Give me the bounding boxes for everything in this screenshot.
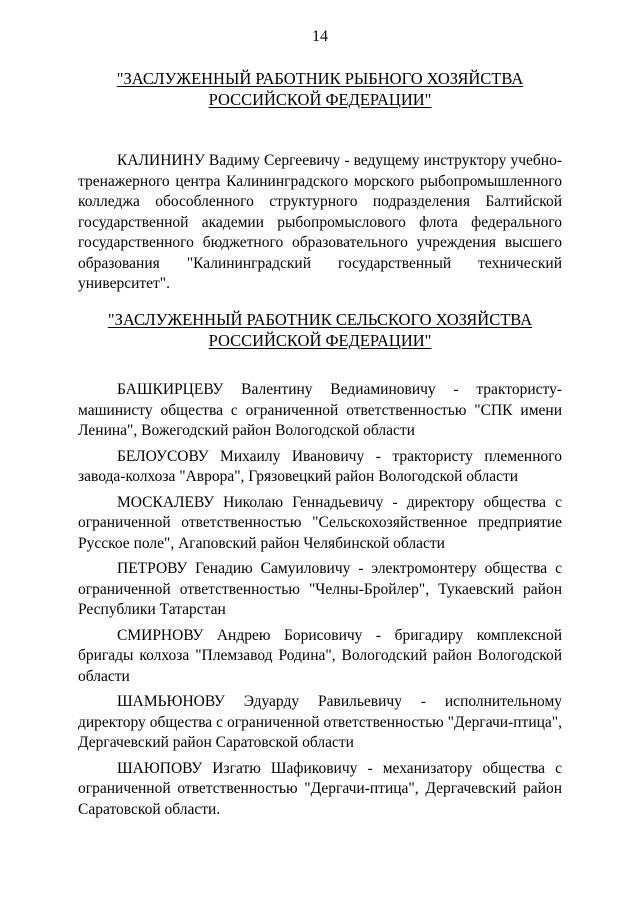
award-entry: БЕЛОУСОВУ Михаилу Ивановичу - трактористу племенного завода-колхоза "Аврора", Грязовецкий район Вологодской области — [78, 447, 562, 485]
award-entry: БАШКИРЦЕВУ Валентину Ведиаминовичу - трактористу-машинисту общества с ограниченной ответственностью "СПК имени Ленина", Вожегодский район Вологодской области — [78, 381, 562, 439]
award-entry: ШАМЬЮНОВУ Эдуарду Равильевичу - исполнительному директору общества с ограниченной ответственностью "Дергачи-птица", Дергачевский район Саратовской области — [78, 693, 562, 751]
section-agriculture — [78, 309, 562, 820]
heading-line-2: РОССИЙСКОЙ ФЕДЕРАЦИИ" — [208, 331, 432, 350]
section-fisheries — [78, 68, 562, 295]
award-entry: СМИРНОВУ Андрею Борисовичу - бригадиру комплексной бригады колхоза "Племзавод Родина", Вологодский район Вологодской области — [78, 626, 562, 685]
section-heading — [78, 309, 562, 351]
award-entry: МОСКАЛЕВУ Николаю Геннадьевичу - директору общества с ограниченной ответственностью "Сельскохозяйственное предприятие Русское поле", Агаповский район Челябинской области — [78, 493, 562, 552]
heading-line-1: "ЗАСЛУЖЕННЫЙ РАБОТНИК СЕЛЬСКОГО ХОЗЯЙСТВА — [107, 310, 533, 329]
heading-line-1: "ЗАСЛУЖЕННЫЙ РАБОТНИК РЫБНОГО ХОЗЯЙСТВА — [116, 69, 524, 88]
page-number: 14 — [312, 28, 328, 45]
award-entry: ШАЮПОВУ Изгатю Шафиковичу - механизатору общества с ограниченной ответственностью "Дергачи-птица", Дергачевский район Саратовской области. — [78, 759, 562, 818]
award-entry: ПЕТРОВУ Генадию Самуиловичу - электромонтеру общества с ограниченной ответственностью "Челны-Бройлер", Тукаевский район Республики Татарстан — [78, 560, 562, 618]
heading-line-2: РОССИЙСКОЙ ФЕДЕРАЦИИ" — [208, 90, 432, 109]
section-heading — [78, 68, 562, 110]
award-entry: КАЛИНИНУ Вадиму Сергеевичу - ведущему инструктору учебно-тренажерного центра Калининградского морского рыбопромышленного колледжа обособленного структурного подразделения Балтийской государственной академии рыбопромыслового флота федерального государственного бюджетного образовательного учреждения высшего образования "Калининградский государственный технический университет". — [78, 152, 562, 292]
